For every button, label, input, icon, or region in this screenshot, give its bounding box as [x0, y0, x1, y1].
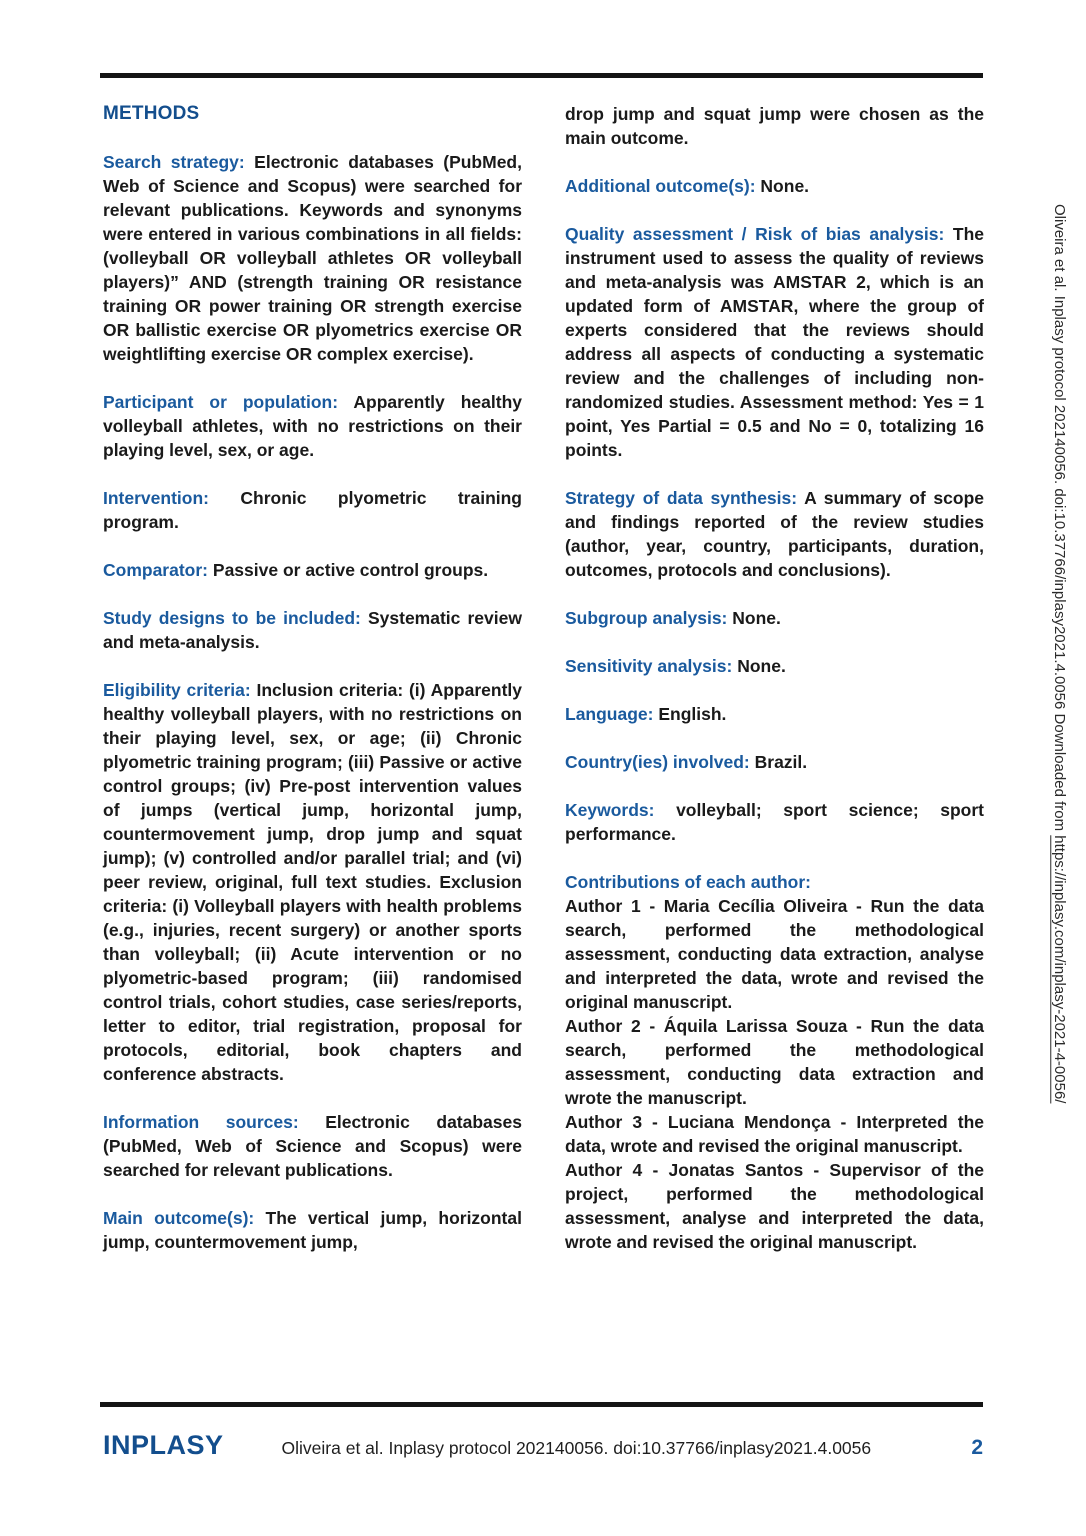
section-label: Search strategy:: [103, 152, 245, 172]
section-text: Apparently healthy volleyball athletes, with no restrictions on their playing level, sex, or age.: [103, 392, 522, 460]
footer-rule: [100, 1402, 983, 1407]
section-keywords: [565, 798, 984, 846]
section-label: Sensitivity analysis:: [565, 656, 733, 676]
column-right: [565, 102, 984, 1254]
inplasy-logo: INPLASY: [103, 1430, 224, 1460]
section-label: Contributions of each author:: [565, 872, 811, 892]
section-text: None.: [737, 656, 786, 676]
section-text: None.: [732, 608, 781, 628]
section-text: Brazil.: [754, 752, 808, 772]
methods-heading: METHODS: [103, 103, 200, 124]
section-label: Quality assessment / Risk of bias analysis:: [565, 224, 945, 244]
section-label: Intervention:: [103, 488, 209, 508]
section-label: Main outcome(s):: [103, 1208, 255, 1228]
section-label: Keywords:: [565, 800, 655, 820]
sidebar-citation-text: Oliveira et al. Inplasy protocol 202140056. doi:10.37766/inplasy2021.4.0056 Downloaded from: [1051, 204, 1068, 836]
section-text: Chronic plyometric training program.: [103, 488, 522, 532]
section-label: Language:: [565, 704, 654, 724]
contributions-section: [565, 870, 984, 1254]
section-participant-or-population: [103, 390, 522, 462]
section-text: Systematic review and meta-analysis.: [103, 608, 522, 652]
page-number: 2: [971, 1436, 983, 1459]
section-text: English.: [658, 704, 727, 724]
section-text: Author 1 - Maria Cecília Oliveira - Run the data search, performed the methodological assessment, conducting data extraction, analyse and interpreted the data, wrote and revised the original manuscript.: [565, 896, 984, 1012]
contributions-heading: [565, 870, 984, 894]
author-contribution-3: [565, 1110, 984, 1158]
section-text: Electronic databases (PubMed, Web of Science and Scopus) were searched for relevant publications.: [103, 1112, 522, 1180]
section-study-designs: [103, 606, 522, 654]
section-label: Study designs to be included:: [103, 608, 361, 628]
footer: [103, 1430, 983, 1461]
section-subgroup-analysis: [565, 606, 984, 630]
section-text: None.: [760, 176, 810, 196]
section-label: Eligibility criteria:: [103, 680, 251, 700]
author-contribution-2: [565, 1014, 984, 1110]
section-text: Author 2 - Áquila Larissa Souza - Run the data search, performed the methodological assessment, conducting data extraction and wrote the manuscript.: [565, 1016, 984, 1108]
section-text: volleyball; sport science; sport performance.: [565, 800, 984, 844]
section-eligibility-criteria: [103, 678, 522, 1086]
section-label: Participant or population:: [103, 392, 339, 412]
author-contribution-1: [565, 894, 984, 1014]
continuation-paragraph: [565, 102, 984, 150]
footer-citation: Oliveira et al. Inplasy protocol 202140056. doi:10.37766/inplasy2021.4.0056: [281, 1438, 872, 1458]
section-text: The vertical jump, horizontal jump, countermovement jump,: [103, 1208, 522, 1252]
section-text: Author 4 - Jonatas Santos - Supervisor of the project, performed the methodological assessment, analyse and interpreted the data, wrote and revised the original manuscript.: [565, 1160, 984, 1252]
section-label: Subgroup analysis:: [565, 608, 728, 628]
section-label: Strategy of data synthesis:: [565, 488, 798, 508]
section-intervention: [103, 486, 522, 534]
author-contribution-4: [565, 1158, 984, 1254]
section-label: Comparator:: [103, 560, 209, 580]
section-text: A summary of scope and findings reported of the review studies (author, year, country, participants, duration, outcomes, protocols and conclusions).: [565, 488, 984, 580]
section-text: Passive or active control groups.: [212, 560, 489, 580]
section-sensitivity-analysis: [565, 654, 984, 678]
section-additional-outcomes: [565, 174, 984, 198]
sidebar-citation: [1045, 204, 1073, 1103]
section-text: The instrument used to assess the quality of reviews and meta-analysis was AMSTAR 2, which is an updated form of AMSTAR, where the group of experts considered that the reviews should address all aspects of conducting a systematic review and the challenges of including non-randomized studies. Assessment method: Yes = 1 point, Yes Partial = 0.5 and No = 0, totalizing 16 points.: [565, 224, 984, 460]
section-label: Country(ies) involved:: [565, 752, 750, 772]
column-left: [103, 102, 522, 1254]
section-main-outcomes: [103, 1206, 522, 1254]
section-information-sources: [103, 1110, 522, 1182]
section-text: Electronic databases (PubMed, Web of Science and Scopus) were searched for relevant publications. Keywords and synonyms were entered in various combinations in all fields: (volleyball OR volleyball athletes OR volleyball players)” AND (strength training OR resistance training OR power training OR strength exercise OR ballistic exercise OR plyometrics exercise OR weightlifting exercise OR complex exercise).: [103, 152, 522, 364]
section-label: Additional outcome(s):: [565, 176, 756, 196]
section-label: Information sources:: [103, 1112, 299, 1132]
section-quality-assessment: [565, 222, 984, 462]
section-text: drop jump and squat jump were chosen as the main outcome.: [565, 104, 984, 148]
section-countries-involved: [565, 750, 984, 774]
top-rule: [100, 73, 983, 78]
section-strategy-of-data-synthesis: [565, 486, 984, 582]
section-text: Inclusion criteria: (i) Apparently healthy volleyball players, with no restrictions on their playing level, sex, or age; (ii) Chronic plyometric training program; (iii) Passive or active control groups; (iv) Pre-post intervention values of jumps (vertical jump, horizontal jump, countermovement jump, drop jump and squat jump); (v) controlled and/or parallel trial; and (vi) peer review, original, full text studies. Exclusion criteria: (i) Volleyball players with health problems (e.g., injuries, recent surgery) or another sports than volleyball; (ii) Acute intervention or no plyometric-based program; (iii) randomised control trials, cohort studies, case series/reports, letter to editor, trial registration, proposal for protocols, editorial, book chapters and conference abstracts.: [103, 680, 522, 1084]
section-text: Author 3 - Luciana Mendonça - Interpreted the data, wrote and revised the original manuscript.: [565, 1112, 984, 1156]
sidebar-citation-link[interactable]: https://inplasy.com/inplasy-2021-4-0056/: [1051, 835, 1068, 1104]
section-language: [565, 702, 984, 726]
section-comparator: [103, 558, 522, 582]
section-search-strategy: [103, 150, 522, 366]
